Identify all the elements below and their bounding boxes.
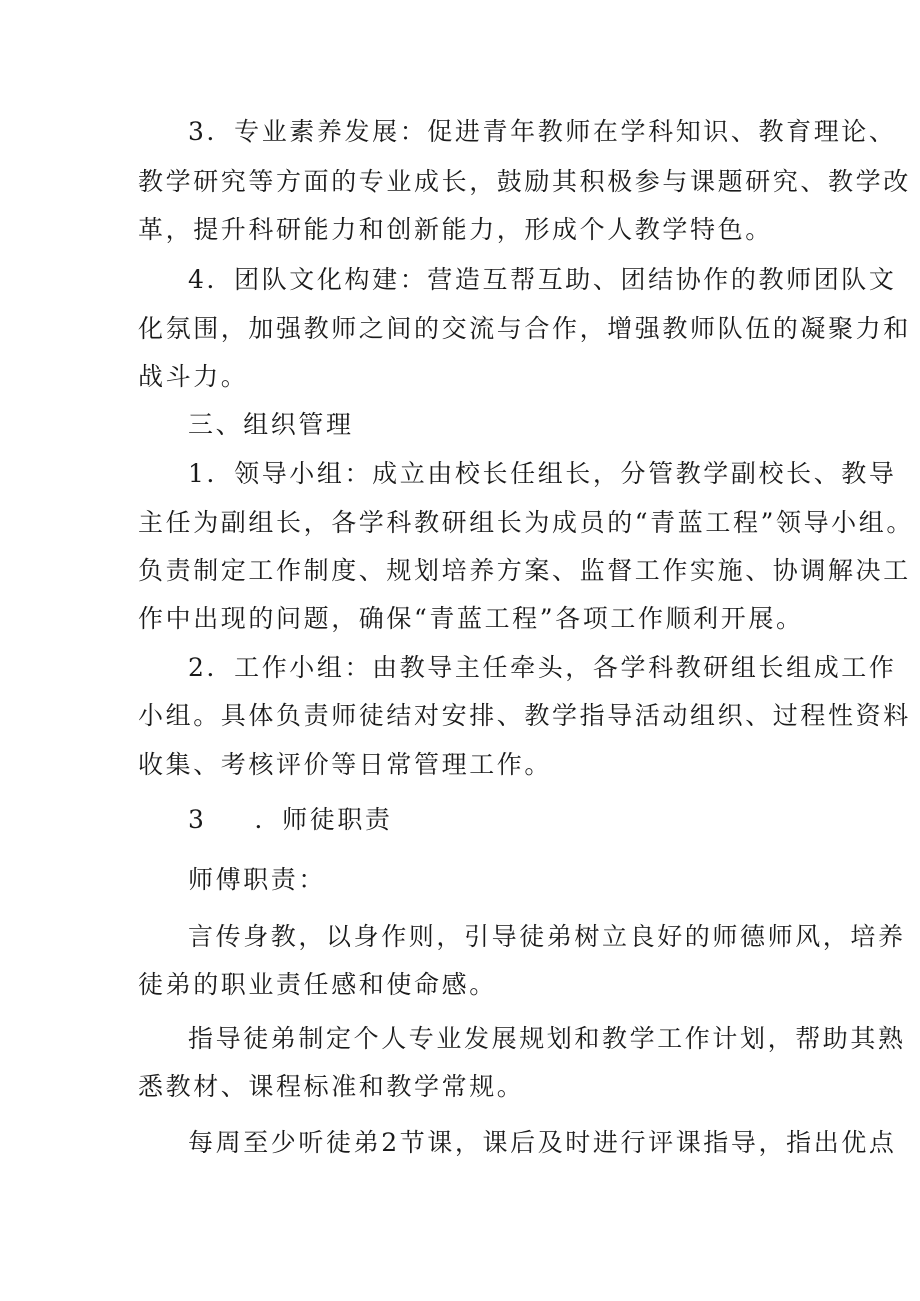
- paragraph-line: 4．团队文化构建：营造互帮互助、团结协作的教师团队文: [188, 265, 897, 294]
- subsection-title: ．师徒职责: [254, 805, 393, 834]
- paragraph-line: 言传身教，以身作则，引导徒弟树立良好的师德师风，培养: [188, 922, 906, 951]
- paragraph-line: 化氛围，加强教师之间的交流与合作，增强教师队伍的凝聚力和: [138, 314, 911, 343]
- paragraph-line: 指导徒弟制定个人专业发展规划和教学工作计划，帮助其熟: [188, 1024, 906, 1053]
- subsection-heading: [188, 804, 788, 836]
- paragraph-line: 3．专业素养发展：促进青年教师在学科知识、教育理论、: [188, 117, 897, 146]
- paragraph-line: 收集、考核评价等日常管理工作。: [138, 750, 553, 779]
- paragraph-line: 1．领导小组：成立由校长任组长，分管教学副校长、教导: [188, 459, 897, 488]
- paragraph-line: 悉教材、课程标准和教学常规。: [138, 1072, 525, 1101]
- paragraph-line: 负责制定工作制度、规划培养方案、监督工作实施、协调解决工: [138, 556, 911, 585]
- paragraph-line: 作中出现的问题，确保“青蓝工程”各项工作顺利开展。: [138, 604, 804, 633]
- paragraph-line: 徒弟的职业责任感和使命感。: [138, 970, 497, 999]
- subsection-number: 3: [188, 805, 207, 834]
- paragraph-line: 师傅职责：: [188, 865, 327, 894]
- section-heading: 三、组织管理: [188, 410, 354, 439]
- paragraph-line: 教学研究等方面的专业成长，鼓励其积极参与课题研究、教学改: [138, 167, 911, 196]
- paragraph-line: 战斗力。: [138, 362, 249, 391]
- paragraph-line: 小组。具体负责师徒结对安排、教学指导活动组织、过程性资料: [138, 701, 911, 730]
- paragraph-line: 革，提升科研能力和创新能力，形成个人教学特色。: [138, 215, 773, 244]
- paragraph-line: 2．工作小组：由教导主任牵头，各学科教研组长组成工作: [188, 653, 897, 682]
- paragraph-line: 每周至少听徒弟2节课，课后及时进行评课指导，指出优点: [188, 1128, 897, 1157]
- paragraph-line: 主任为副组长，各学科教研组长为成员的“青蓝工程”领导小组。: [138, 508, 914, 537]
